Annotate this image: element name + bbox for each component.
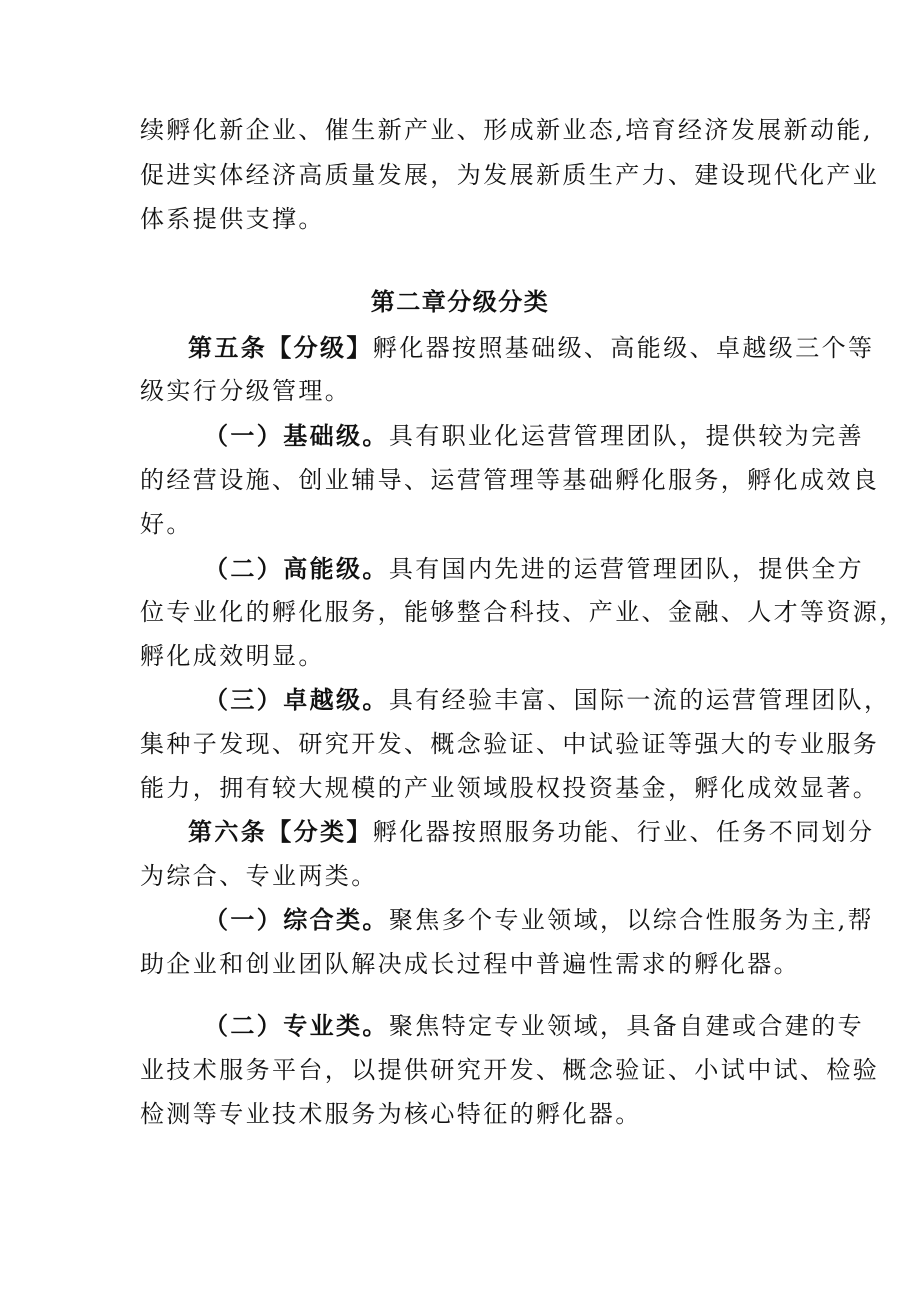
article5-item3-line-3: 能力，拥有较大规模的产业领域股权投资基金，孵化成效显著。 xyxy=(140,774,880,802)
article5-text-line-2: 级实行分级管理。 xyxy=(140,377,352,405)
article6-item2-label: （二）专业类。 xyxy=(204,1011,389,1040)
article5-item2-label: （二）高能级。 xyxy=(204,554,389,583)
article5-item3-line-2: 集种子发现、研究开发、概念验证、中试验证等强大的专业服务 xyxy=(140,730,880,758)
article5-item2 xyxy=(204,554,865,584)
article5-item3-line-1: 具有经验丰富、国际一流的运营管理团队， xyxy=(388,686,891,714)
intro-line-1: 续孵化新企业、催生新产业、形成新业态,培育经济发展新动能, xyxy=(140,116,873,144)
article5-item1-line-2: 的经营设施、创业辅导、运营管理等基础孵化服务，孵化成效良 xyxy=(140,466,880,494)
article6-item1 xyxy=(204,905,875,935)
article6-item2-line-3: 检测等专业技术服务为核心特征的孵化器。 xyxy=(140,1100,642,1128)
article6-item1-line-2: 助企业和创业团队解决成长过程中普遍性需求的孵化器。 xyxy=(140,950,800,978)
article6-label: 第六条【分类】 xyxy=(188,817,373,846)
article5-item1-line-3: 好。 xyxy=(140,510,193,538)
article5-item1-label: （一）基础级。 xyxy=(204,421,389,450)
article5-item3 xyxy=(204,685,891,715)
article6-item2 xyxy=(204,1011,865,1041)
article6-item1-label: （一）综合类。 xyxy=(204,905,389,934)
article6-item2-line-2: 业技术服务平台，以提供研究开发、概念验证、小试中试、检验 xyxy=(140,1056,880,1084)
article5-item1-line-1: 具有职业化运营管理团队，提供较为完善 xyxy=(388,422,865,450)
article5-label: 第五条【分级】 xyxy=(188,333,373,362)
article5-paragraph xyxy=(188,333,875,363)
intro-line-2: 促进实体经济高质量发展，为发展新质生产力、建设现代化产业 xyxy=(140,161,880,189)
article5-text-line-1: 孵化器按照基础级、高能级、卓越级三个等 xyxy=(372,334,875,362)
article6-text-line-2: 为综合、专业两类。 xyxy=(140,862,378,890)
article5-item1 xyxy=(204,421,865,451)
article5-item2-line-2: 位专业化的孵化服务，能够整合科技、产业、金融、人才等资源， xyxy=(140,598,906,626)
article6-text-line-1: 孵化器按照服务功能、行业、任务不同划分 xyxy=(372,818,875,846)
article5-item2-line-1: 具有国内先进的运营管理团队，提供全方 xyxy=(388,555,865,583)
article6-paragraph xyxy=(188,817,875,847)
article6-item2-line-1: 聚焦特定专业领域，具备自建或合建的专 xyxy=(388,1012,865,1040)
article5-item2-line-3: 孵化成效明显。 xyxy=(140,642,325,670)
chapter-title: 第二章分级分类 xyxy=(370,287,550,316)
article5-item3-label: （三）卓越级。 xyxy=(204,685,389,714)
intro-line-3: 体系提供支撑。 xyxy=(140,205,325,233)
article6-item1-line-1: 聚焦多个专业领域，以综合性服务为主,帮 xyxy=(388,906,875,934)
